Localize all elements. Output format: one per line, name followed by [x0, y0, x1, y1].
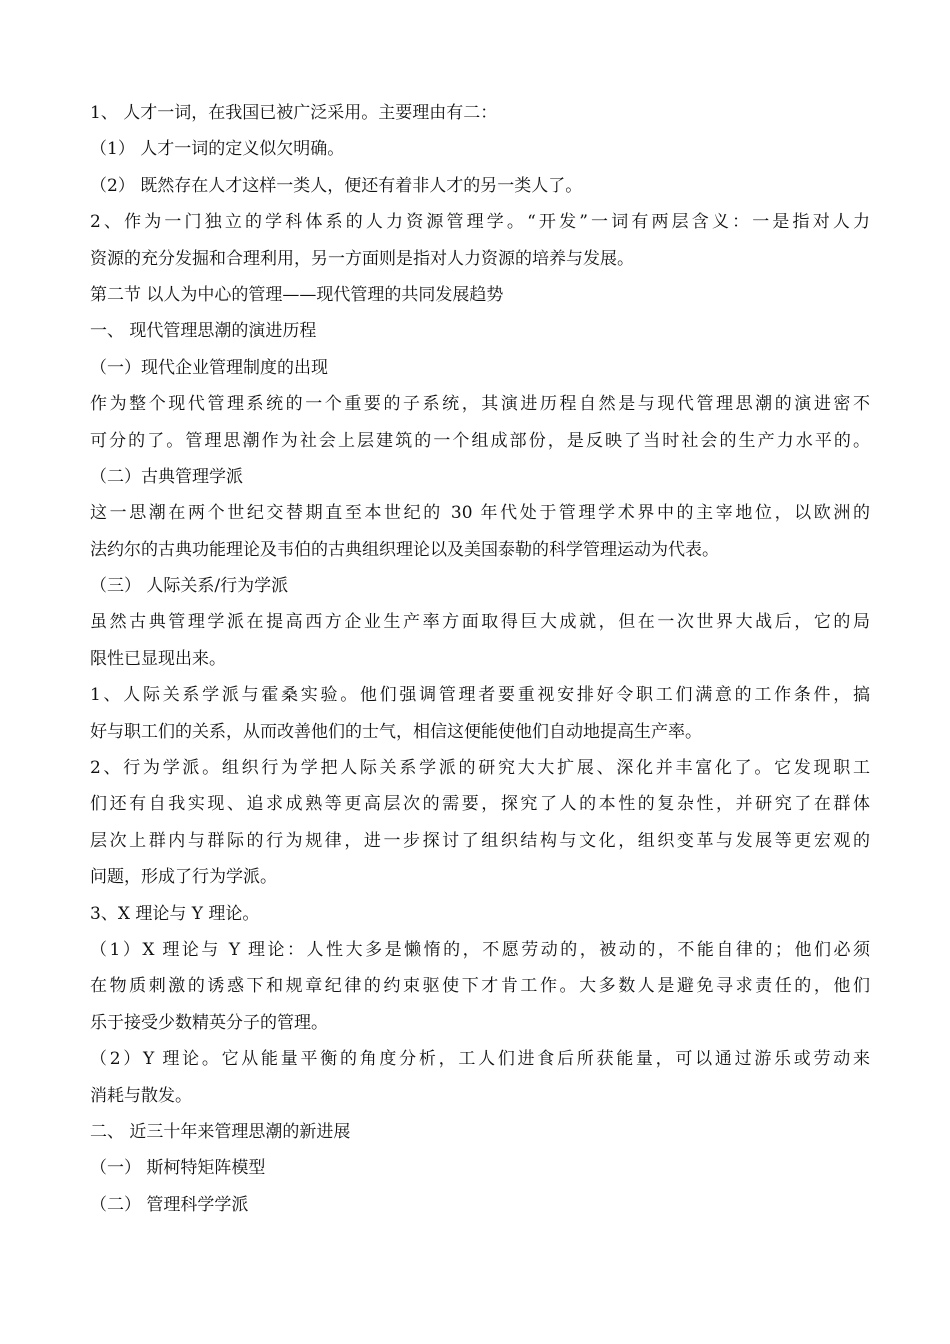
paragraph-1-line-1: 作为整个现代管理系统的一个重要的子系统，其演进历程自然是与现代管理思潮的演进密不 — [90, 394, 870, 415]
point-2-line-1: 2、行为学派。组织行为学把人际关系学派的研究大大扩展、深化并丰富化了。它发现职工 — [90, 758, 870, 779]
sub-item-1: （1） 人才一词的定义似欠明确。 — [90, 139, 345, 160]
theory-2-line-2: 消耗与散发。 — [90, 1085, 192, 1106]
subsection-1-heading: （一）现代企业管理制度的出现 — [90, 357, 328, 378]
item-2-line-1: 2、作为一门独立的学科体系的人力资源管理学。“开发”一词有两层含义：一是指对人力 — [90, 212, 870, 233]
part-1-heading: 一、 现代管理思潮的演进历程 — [90, 321, 317, 342]
item-1-heading: 1、 人才一词，在我国已被广泛采用。主要理由有二： — [90, 103, 498, 123]
point-2-line-3: 层次上群内与群际的行为规律，进一步探讨了组织结构与文化，组织变革与发展等更宏观的 — [90, 830, 870, 851]
point-1-line-1: 1、人际关系学派与霍桑实验。他们强调管理者要重视安排好令职工们满意的工作条件，搞 — [90, 685, 870, 706]
sub-item-2: （2） 既然存在人才这样一类人，便还有着非人才的另一类人了。 — [90, 175, 583, 196]
subsection-5-heading: （二） 管理科学学派 — [90, 1194, 249, 1215]
theory-1-line-2: 在物质刺激的诱惑下和规章纪律的约束驱使下才肯工作。大多数人是避免寻求责任的，他们 — [90, 976, 870, 997]
point-2-line-4: 问题，形成了行为学派。 — [90, 867, 277, 888]
point-3-heading: 3、X 理论与 Y 理论。 — [90, 903, 260, 924]
document-body — [90, 95, 870, 1223]
theory-1-line-3: 乐于接受少数精英分子的管理。 — [90, 1012, 328, 1033]
point-1-line-2: 好与职工们的关系，从而改善他们的士气，相信这便能使他们自动地提高生产率。 — [90, 721, 702, 742]
subsection-4-heading: （一） 斯柯特矩阵模型 — [90, 1158, 266, 1179]
item-2-line-2: 资源的充分发掘和合理利用，另一方面则是指对人力资源的培养与发展。 — [90, 248, 634, 269]
subsection-3-heading: （三） 人际关系/行为学派 — [90, 576, 289, 597]
subsection-2-heading: （二）古典管理学派 — [90, 466, 243, 487]
paragraph-3-line-2: 限性已显现出来。 — [90, 648, 226, 669]
paragraph-2-line-2: 法约尔的古典功能理论及韦伯的古典组织理论以及美国泰勒的科学管理运动为代表。 — [90, 539, 719, 560]
paragraph-1-line-2: 可分的了。管理思潮作为社会上层建筑的一个组成部份，是反映了当时社会的生产力水平的。 — [90, 430, 870, 451]
theory-1-line-1: （1）X 理论与 Y 理论：人性大多是懒惰的，不愿劳动的，被动的，不能自律的；他们必须 — [90, 939, 870, 960]
paragraph-2-line-1: 这一思潮在两个世纪交替期直至本世纪的 30 年代处于管理学术界中的主宰地位，以欧洲的 — [90, 503, 870, 524]
part-2-heading: 二、 近三十年来管理思潮的新进展 — [90, 1121, 351, 1142]
point-2-line-2: 们还有自我实现、追求成熟等更高层次的需要，探究了人的本性的复杂性，并研究了在群体 — [90, 794, 870, 815]
section-title: 第二节 以人为中心的管理——现代管理的共同发展趋势 — [90, 284, 504, 305]
theory-2-line-1: （2）Y 理论。它从能量平衡的角度分析，工人们进食后所获能量，可以通过游乐或劳动来 — [90, 1049, 870, 1070]
paragraph-3-line-1: 虽然古典管理学派在提高西方企业生产率方面取得巨大成就，但在一次世界大战后，它的局 — [90, 612, 870, 633]
